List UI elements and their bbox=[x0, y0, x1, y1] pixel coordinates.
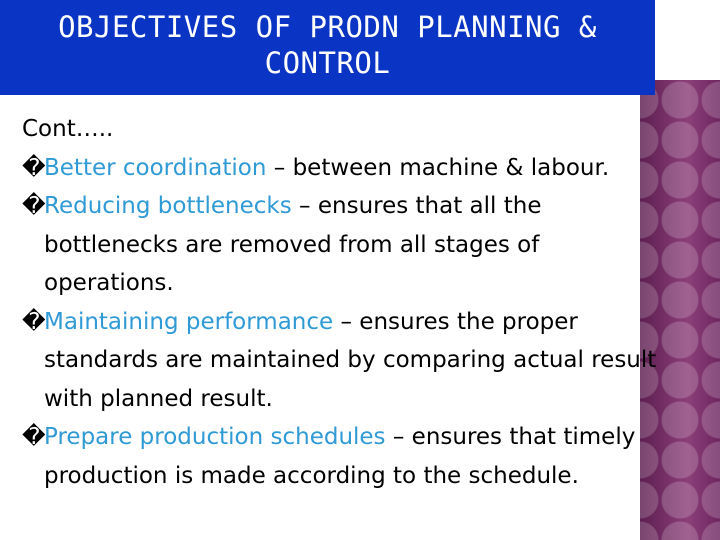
item-desc-line: with planned result. bbox=[44, 385, 273, 412]
item-desc: between machine & labour. bbox=[292, 154, 610, 181]
slide-content bbox=[22, 110, 702, 495]
title-line-1: OBJECTIVES OF PRODN PLANNING & bbox=[58, 9, 597, 44]
item-separator: – bbox=[385, 424, 412, 450]
bullet-item bbox=[22, 303, 702, 419]
item-term: Prepare production schedules bbox=[44, 424, 386, 450]
item-term: Better coordination bbox=[44, 154, 267, 181]
title-bar bbox=[0, 0, 655, 95]
bullet-item bbox=[22, 418, 702, 495]
bullet-icon: � bbox=[22, 193, 46, 219]
item-separator: – bbox=[333, 308, 360, 335]
bullet-item bbox=[22, 149, 702, 188]
intro-text: Cont….. bbox=[22, 116, 114, 142]
item-term: Maintaining performance bbox=[44, 308, 334, 335]
slide-title bbox=[58, 9, 597, 81]
item-separator: – bbox=[266, 154, 293, 181]
item-desc-line: operations. bbox=[44, 270, 174, 296]
item-desc-line: production is made according to the schedule. bbox=[44, 462, 579, 489]
item-term: Reducing bottlenecks bbox=[44, 193, 292, 219]
item-desc: ensures the proper bbox=[359, 308, 578, 335]
title-line-2: CONTROL bbox=[264, 45, 391, 80]
bullet-icon: � bbox=[22, 424, 46, 450]
bullet-icon: � bbox=[22, 308, 46, 335]
bullet-icon: � bbox=[22, 154, 46, 181]
item-desc: ensures that timely bbox=[411, 424, 636, 450]
bullet-item bbox=[22, 187, 702, 303]
item-desc-line: standards are maintained by comparing actual result bbox=[44, 347, 657, 373]
item-separator: – bbox=[291, 193, 318, 219]
item-desc-line: bottlenecks are removed from all stages of bbox=[44, 231, 540, 258]
item-desc: ensures that all the bbox=[317, 193, 542, 219]
